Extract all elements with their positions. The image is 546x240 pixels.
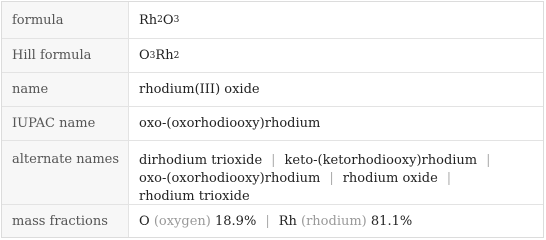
alternate-names-value (129, 141, 543, 204)
separator: | (271, 153, 276, 168)
row-label: Hill formula (2, 39, 129, 72)
hill-formula-value: O 3 Rh 2 (139, 48, 180, 63)
name-value: rhodium(III) oxide (139, 82, 260, 97)
row-label: mass fractions (2, 205, 129, 237)
element-percent: 81.1% (370, 213, 413, 229)
row-alternate-names (2, 140, 543, 204)
alternate-name: oxo-(oxorhodiooxy)rhodium (139, 171, 321, 186)
alternate-name: keto-(ketorhodiooxy)rhodium (284, 153, 478, 168)
mass-fractions-value (129, 205, 543, 237)
row-label: name (2, 73, 129, 106)
row-mass-fractions (2, 204, 543, 237)
separator: | (329, 171, 334, 186)
separator: | (486, 153, 491, 168)
row-name (2, 72, 543, 106)
element-name: (oxygen) (153, 213, 211, 229)
properties-table (1, 1, 544, 238)
alternate-names-line (139, 152, 543, 170)
row-label: formula (2, 2, 129, 38)
alternate-names-line (139, 170, 543, 188)
alternate-name: rhodium trioxide (139, 189, 250, 204)
row-label: IUPAC name (2, 107, 129, 140)
element-percent: 18.9% (215, 213, 257, 229)
separator: | (446, 171, 452, 186)
iupac-name-value: oxo-(oxorhodiooxy)rhodium (139, 116, 321, 131)
row-hill-formula (2, 38, 543, 72)
row-formula (2, 2, 543, 38)
alternate-name: dirhodium trioxide (139, 153, 263, 168)
formula-value: Rh 2 O 3 (139, 12, 180, 28)
row-iupac-name (2, 106, 543, 140)
element-name: (rhodium) (301, 213, 367, 229)
row-label: alternate names (2, 141, 129, 204)
separator: | (265, 213, 270, 229)
element-symbol: O (139, 213, 150, 229)
alternate-name: rhodium oxide (342, 171, 438, 186)
element-symbol: Rh (278, 213, 297, 229)
